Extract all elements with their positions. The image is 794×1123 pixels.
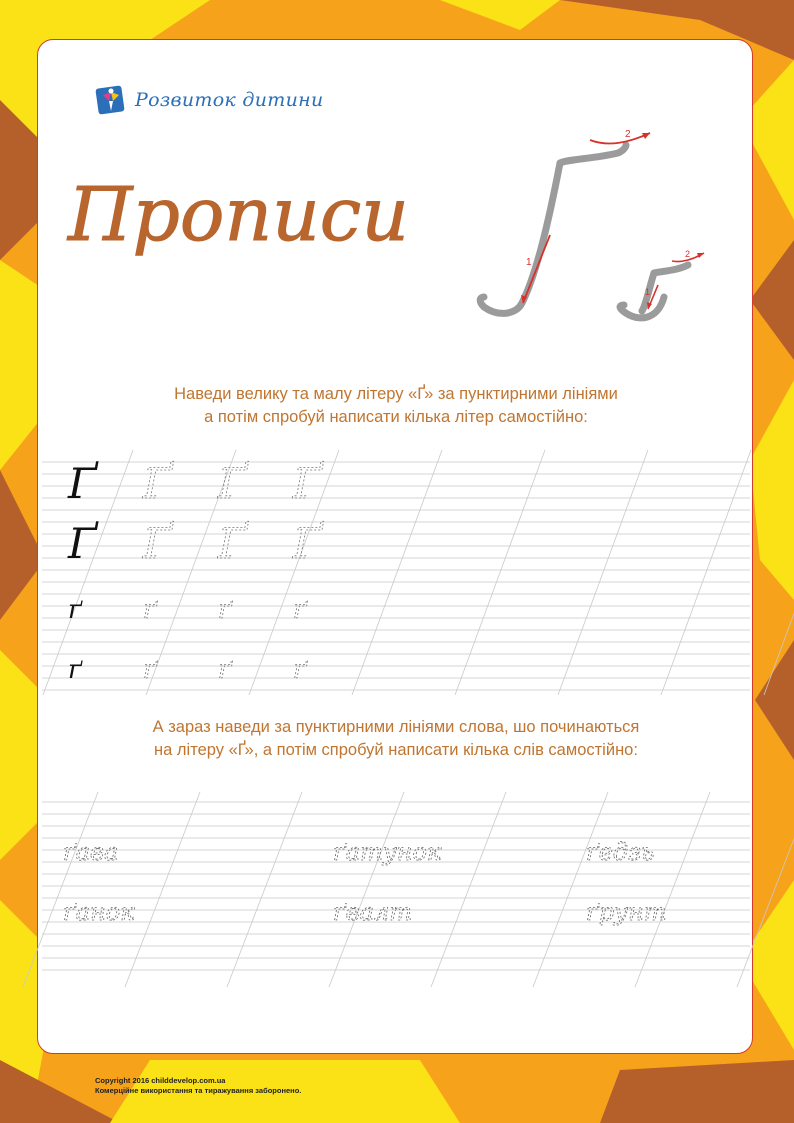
- word-instructions: [38, 716, 754, 762]
- slant-line: [352, 450, 442, 695]
- trace-letter: ґ: [293, 595, 307, 625]
- trace-letter: Ґ: [218, 459, 247, 508]
- letter-stroke-demo: [418, 125, 708, 325]
- trace-letter: Ґ: [218, 519, 247, 568]
- instruction-line: А зараз наведи за пунктирними лініями слова, шо починаються: [152, 718, 640, 736]
- usage-notice: Комерційне використання та тиражування заборонено.: [95, 1086, 302, 1095]
- arrow-2-upper: [590, 133, 650, 144]
- title-lettering: [60, 132, 409, 282]
- stroke-number: 1: [526, 257, 532, 268]
- slant-line: [661, 450, 751, 695]
- trace-letter: Ґ: [143, 519, 172, 568]
- trace-word: ґатунок: [333, 838, 442, 866]
- trace-letter: ґ: [218, 595, 232, 625]
- slant-line: [558, 450, 648, 695]
- copyright: Copyright 2016 childdevelop.com.ua: [95, 1076, 226, 1085]
- trace-letter: Ґ: [293, 459, 322, 508]
- trace-word: ґедзь: [586, 838, 655, 866]
- letter-practice-grid: [38, 450, 754, 700]
- trace-letter: ґ: [293, 655, 307, 685]
- star-child-logo-icon: [95, 83, 129, 117]
- sample-letter: Ґ: [68, 459, 97, 508]
- instruction-line: на літеру «Ґ», а потім спробуй написати кілька слів самостійно:: [154, 741, 638, 759]
- sample-letter: ґ: [68, 595, 82, 625]
- letter-instructions: [38, 383, 754, 429]
- trace-word: ґанок: [63, 898, 135, 926]
- trace-letter: ґ: [143, 595, 157, 625]
- worksheet: [37, 39, 753, 1054]
- arrow-1-upper: [523, 235, 550, 303]
- word-practice-grid: [38, 792, 754, 992]
- brand: [95, 82, 324, 118]
- stroke-number: 2: [685, 249, 691, 259]
- stroke-number: 2: [625, 129, 631, 140]
- trace-word: ґава: [63, 838, 119, 866]
- footer: [95, 1076, 301, 1096]
- trace-letter: Ґ: [143, 459, 172, 508]
- brand-name: Розвиток дитини: [135, 89, 324, 111]
- page-title: Прописи: [68, 172, 409, 258]
- trace-word: ґвалт: [333, 898, 413, 926]
- trace-letter: ґ: [218, 655, 232, 685]
- uppercase-letter-bar: [560, 145, 626, 163]
- stroke-number: 1: [645, 287, 651, 297]
- slant-line: [455, 450, 545, 695]
- instruction-line: а потім спробуй написати кілька літер самостійно:: [204, 408, 588, 426]
- sample-letter: Ґ: [68, 519, 97, 568]
- trace-word: ґрунт: [586, 898, 667, 926]
- sample-letter: ґ: [68, 655, 82, 685]
- trace-letter: Ґ: [293, 519, 322, 568]
- instruction-line: Наведи велику та малу літеру «Ґ» за пунктирними лініями: [174, 385, 618, 403]
- trace-letter: ґ: [143, 655, 157, 685]
